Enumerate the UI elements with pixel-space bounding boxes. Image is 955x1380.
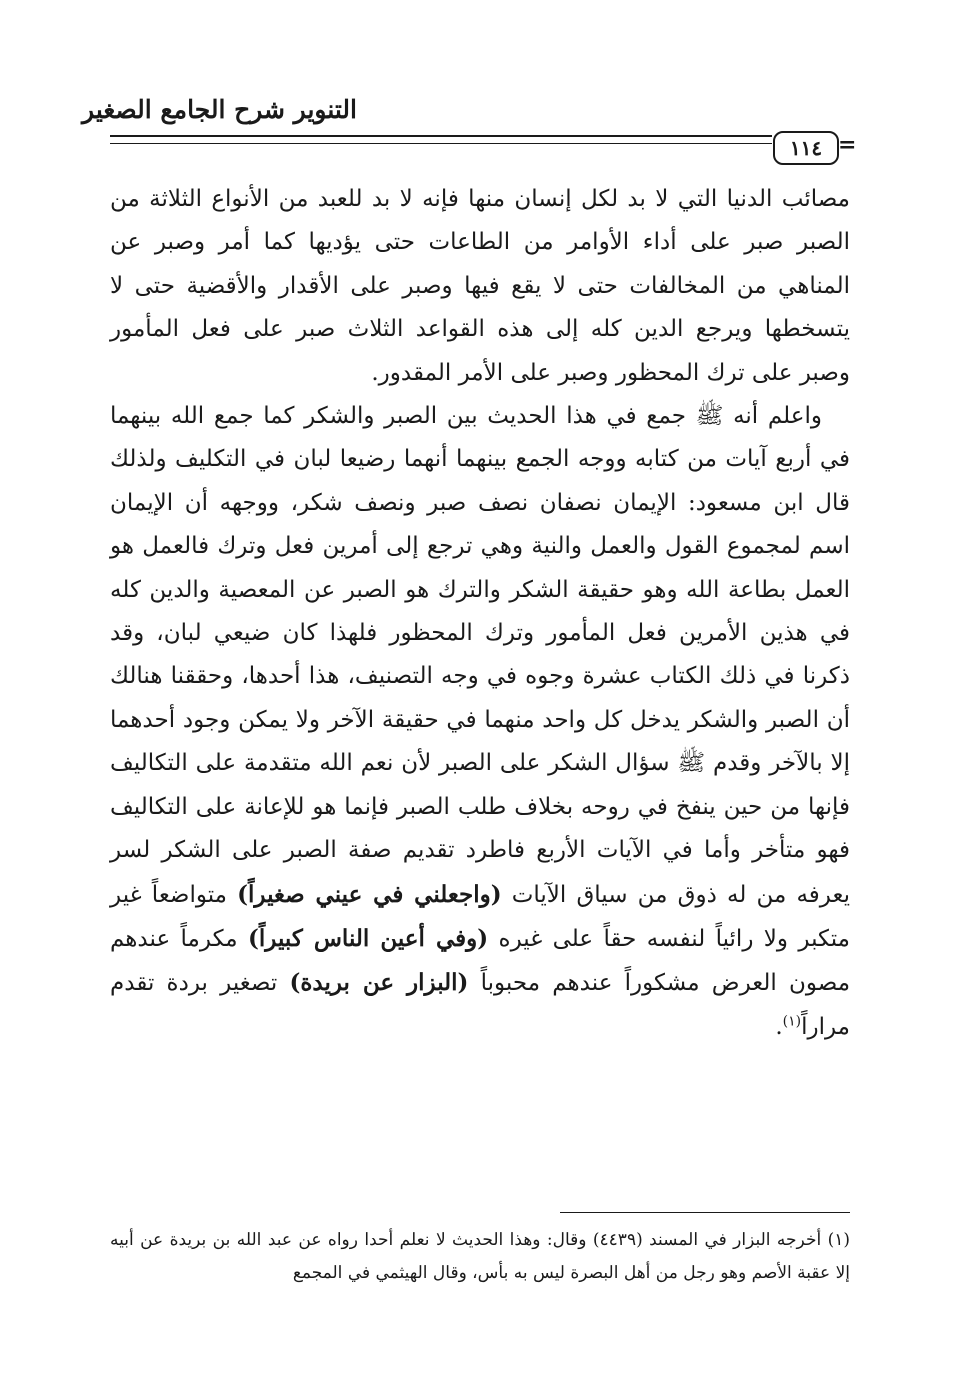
commentary-1: متواضعاً غير متكبر ولا رائياً لنفسه حقاً على غيره: [110, 881, 851, 952]
header-rule-top: [110, 135, 772, 137]
page-number-box: [773, 131, 839, 165]
footnote-reference[interactable]: (١): [782, 1013, 802, 1030]
page-marker: =: [838, 132, 857, 158]
hadith-phrase-1: (واجعلني في عيني صغيراً): [237, 880, 502, 908]
footnote: [110, 1224, 850, 1290]
paragraph-1: مصائب الدنيا التي لا بد لكل إنسان منها فإنه لا بد للعبد من الأنواع الثلاثة من الصبر صبر على أداء الأوامر من الطاعات حتى يؤديها كما أمر وصبر عن المناهي من المخالفات حتى لا يقع فيها وصبر على الأقدار والأقضية حتى لا يتسخطها ويرجع الدين كله إلى هذه القواعد الثلاث صبر على فعل المأمور وصبر على ترك المحظور وصبر على الأمر المقدور.: [110, 186, 850, 386]
closing-text: تصغير بردة تقدم مراراً: [110, 970, 850, 1040]
commentary-2: مكرماً عندهم مصون العرض مشكوراً عندهم محبوباً: [110, 925, 851, 997]
main-text: [110, 178, 850, 1049]
header-rule-bottom: [110, 143, 772, 144]
footnote-text: (١) أخرجه البزار في المسند (٤٤٣٩) وقال: وهذا الحديث لا نعلم أحدا رواه عن عبد الله بن بريدة عن أبيه إلا عقبة الأصم وهو رجل من أهل البصرة ليس به بأس، وقال الهيثمي في المجمع: [110, 1230, 850, 1283]
page-number: ١١٤: [789, 136, 823, 160]
hadith-source: (البزار عن بريدة): [289, 969, 469, 997]
closing-period: .: [775, 1013, 783, 1040]
paragraph-2-text: واعلم أنه ﷺ جمع في هذا الحديث بين الصبر والشكر كما جمع الله بينهما في أربع آيات من كتابه ووجه الجمع بينهما أنهما رضيعا لبان في التكليف ولذلك قال ابن مسعود: الإيمان نصفان نصف صبر ونصف شكر، ووجهه أن الإيمان اسم لمجموع القول والعمل والنية وهي ترجع إلى أمرين فعل وترك فالعمل هو العمل بطاعة الله وهو حقيقة الشكر والترك هو الصبر عن المعصية والدين كله في هذين الأمرين فعل المأمور وترك المحظور فلهذا كان ضيعي لبان، وقد ذكرنا في ذلك الكتاب عشرة وجوه في وجه التصنيف، هذا أحدها، وحققنا هنالك أن الصبر والشكر يدخل كل واحد منهما في حقيقة الآخر ولا يمكن وجود أحدهما إلا بالآخر وقدم ﷺ سؤال الشكر على الصبر لأن نعم الله متقدمة على التكاليف فإنها من حين ينفخ في روحه بخلاف طلب الصبر فإنما هو للإعانة على التكاليف فهو متأخر وأما في الآيات الأربع فاطرد تقديم صفة الصبر على الشكر لسر يعرفه من له ذوق من سياق الآيات: [110, 403, 850, 908]
footnote-separator: [560, 1212, 850, 1213]
paragraph-2: [110, 395, 850, 1049]
running-header-title: التنوير شرح الجامع الصغير: [82, 95, 357, 124]
hadith-phrase-2: (وفي أعين الناس كبيراً): [247, 924, 489, 952]
